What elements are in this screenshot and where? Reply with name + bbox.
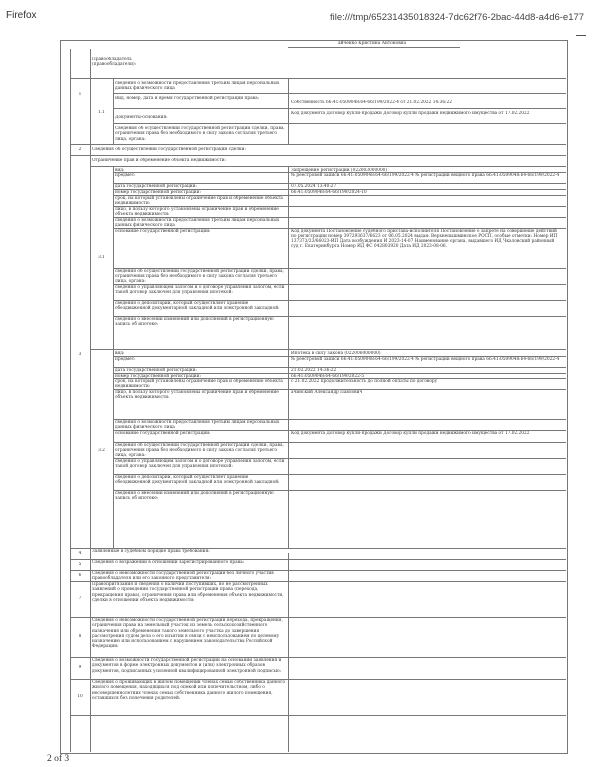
restriction-3-2-label: дата государственной регистрации: (115, 367, 197, 373)
restriction-3-2-label: основание государственной регистрации: (115, 430, 211, 436)
section-label: Сведения о невозможности государственной регистрации перехода, прекращения, ограничения права на земельный участок из земель сельскохозяйственного назначения или обременения такого земельного участка до завершения рассмотрения судом дела о его изъятии в связи с неиспользованием по целевому назначению или использованием с нарушением законодательства Российской Федерации: (92, 618, 283, 650)
restriction-3-1-value: № реестровой записи 66:41:0509048:64-66/199/2022-4 № регистрации вещного права 66:41:0509048:64-66/199/2022-4 (291, 172, 560, 178)
section-num: 10 (77, 694, 83, 699)
grid-line (113, 78, 114, 144)
restriction-3-1-label: номер государственной регистрации: (115, 189, 201, 195)
section-num: 2 (78, 147, 82, 152)
restriction-3-2-label: сведения о управляющем залогом и о договоре управления залогом, если такой договор заключен для управления ипотекой: (115, 458, 285, 469)
restriction-3-2-label: сведения о внесении изменений или дополнений в регистрационную запись об ипотеке: (115, 490, 274, 501)
restriction-3-1-label: предмет: (115, 172, 136, 178)
section-label: Сведения о возможности государственной регистрации на основании заявления и документов в форме электронных документов и (или) электронных образов документов, подписанных усиленной квалифицированной электронной подписью: (92, 658, 282, 674)
section-label: Сведения о невозможности государственной регистрации без личного участия правообладателя или его законного представителя: (92, 571, 274, 582)
restriction-3-2-label: лицо, в пользу которого установлены ограничение прав и обременение объекта недвижимости: (115, 389, 279, 400)
grid-line (113, 123, 566, 124)
restriction-3-2-label: сведения об осуществлении государственной регистрации сделки, права, ограничения права без необходимого в силу закона согласия третьего лица, органа: (115, 442, 284, 459)
restriction-3-2-value: 21.02.2022 14:36:22 (291, 367, 337, 373)
grid-line (113, 108, 566, 109)
section-label: Сведения о возражении в отношении зарегистрированного права: (92, 560, 245, 565)
restriction-3-2-value: ачинский Александр Павлович (291, 389, 363, 395)
section-num: 1 (78, 92, 82, 97)
restriction-3-1-value: 66:41:0509048:64-66/199/2024-10 (291, 189, 367, 195)
subsection-num: 3.1 (98, 255, 105, 260)
restriction-3-1-value: Запрещение регистрации (022003000000) (291, 167, 388, 173)
subsection-num: 1.1 (98, 110, 105, 115)
restriction-3-1-label: сведения о возможности предоставления третьим лицам персональных данных физического лица (115, 217, 280, 228)
restriction-3-1-label: сведения о внесении изменений или дополнений в регистрационную запись об ипотеке: (115, 316, 274, 327)
field-label: Вид, номер, дата и время государственной регистрации права: (115, 96, 260, 101)
grid-line (288, 553, 289, 752)
section-num: 9 (78, 665, 82, 670)
grid-line (70, 78, 566, 79)
section-num: 5 (78, 561, 82, 567)
section-num: 8 (78, 634, 82, 639)
grid-line (70, 155, 566, 156)
restriction-3-1-label: основание государственной регистрации: (115, 228, 211, 234)
owner-underline (288, 47, 460, 48)
grid-line (113, 93, 566, 94)
grid-line (70, 715, 566, 716)
restriction-3-1-label: сведения о депозитарии, который осуществляет хранение обездвиженной документарной закладной или электронной закладной: (115, 300, 280, 311)
restriction-3-1-label: вид: (115, 167, 125, 173)
field-label: Документы-основания: (115, 115, 168, 120)
rightholder-label: Правообладатель (правообладатели): (92, 57, 137, 68)
section-num: 6 (78, 572, 82, 578)
subsection-num: 3.2 (98, 448, 105, 453)
restriction-3-1-label: лицо, в пользу которого установлены ограничение прав и обременение объекта недвижимости: (115, 206, 279, 217)
section-label: Правопритязания и сведения о наличии поступивших, но не рассмотренных заявлений о проведении государственной регистрации права (перехода, прекращения права), ограничения права или обременения объекта недвижимости, сделки в отношении объекта недвижимости: (92, 582, 284, 603)
section-label: Сведения о проживающих в жилом помещении членах семьи собственника данного жилого помещения, находящихся под опекой или попечительством, либо о несовершеннолетних членах семьи собственника данного жилого помещения, оставшихся без попечения родителей: (92, 680, 286, 701)
section-num: 7 (78, 596, 82, 601)
url-bar[interactable]: file:///tmp/65231435018324-7dc62f76-2bac-44d8-a4d6-e177 (330, 12, 585, 23)
restriction-3-1-label: срок, на который установлены ограничение прав и обременение объекта недвижимости: (115, 195, 283, 206)
field-label: сведения о возможности предоставления третьим лицам персональных данных физического лица (115, 81, 280, 92)
restriction-3-1-label: дата государственной регистрации: (115, 183, 197, 189)
restriction-3-2-label: срок, на который установлены ограничение прав и обременение объекта недвижимости: (115, 378, 283, 389)
restriction-3-1-label: сведения об осуществлении государственной регистрации сделки, права, ограничения права без необходимого в силу закона согласия третьего лица, органа: (115, 268, 284, 285)
restriction-3-2-value: № реестровой записи 66:41:0509048:64-66/199/2022-4 № регистрации вещного права 66:41:0509048:64-66/199/2022-4 (291, 356, 560, 362)
restriction-3-1-value: Код документа Постановление судебного пристава-исполнителя Постановление о запрете на совершение действий по регистрации номер 397293637/6623 от 06.05.2024 выдан: Верхнепышминское РОСП, особые отметки: Номер ИП 137373/23/66023-ИП Дата возбуждения И 2023-14-07 Наименование органа, выдавшего ИД Чкаловский районный суд г. Екатеринбурга Номер ИД ФС 042803920 Дата ИД 2023-08-06. (291, 228, 558, 250)
restriction-3-2-value: 66:41:0509048:64-66/199/2022-5 (291, 373, 365, 379)
section-label: Ограничение прав и обременение объекта недвижимости: (92, 158, 227, 163)
field-value: Собственность 66:41:0509048:64-66/199/2022-4 от 21.02.2022 14:36:22 (291, 100, 452, 105)
page-number: 2 of 3 (47, 754, 70, 764)
restriction-3-1-value: 07.05.2024 13:40:27 (291, 183, 337, 189)
restriction-3-2-label: предмет: (115, 356, 136, 362)
restriction-3-2-value: Ипотека в силу закона (022006000000) (291, 350, 381, 356)
restriction-3-2-label: вид: (115, 350, 125, 356)
restriction-3-2-label: сведения о возможности предоставления третьим лицам персональных данных физического лица (115, 419, 280, 430)
restriction-3-2-value: с 21.02.2022 продолжительность до полной оплаты по договору (291, 378, 438, 384)
section-label: Сведения об осуществлении государственной регистрации сделки: (92, 147, 246, 152)
field-label: Сведения об осуществлении государственной регистрации сделки, права, ограничения права без необходимого в силу закона согласия третьего лица, органа: (115, 126, 285, 142)
restriction-3-2-label: сведения о депозитарии, который осуществляет хранение обездвиженной документарной закладной или электронной закладной: (115, 474, 280, 485)
restriction-3-2-label: номер государственной регистрации: (115, 373, 201, 379)
section-num: 4 (78, 550, 82, 556)
field-value: Код документа Договор купли-продажи Договор купли продажи недвижимого имущества от 17.02.2022 (291, 111, 530, 116)
section-label: Заявленные в судебном порядке права требования: (92, 549, 210, 554)
browser-app-title: Firefox (6, 10, 37, 21)
grid-line (70, 144, 566, 145)
grid-line (288, 78, 289, 144)
restriction-3-1-label: сведения о управляющем залогом и о договоре управления залогом, если такой договор заключен для управления ипотекой: (115, 284, 285, 295)
restriction-3-2-value: Код документа Договор купли-продажи Договор купли продажи недвижимого имущества от 17.02.2022 (291, 430, 530, 436)
owner-name: айченко Кристина Антоновна (338, 41, 407, 46)
section-num: 3 (78, 352, 82, 357)
